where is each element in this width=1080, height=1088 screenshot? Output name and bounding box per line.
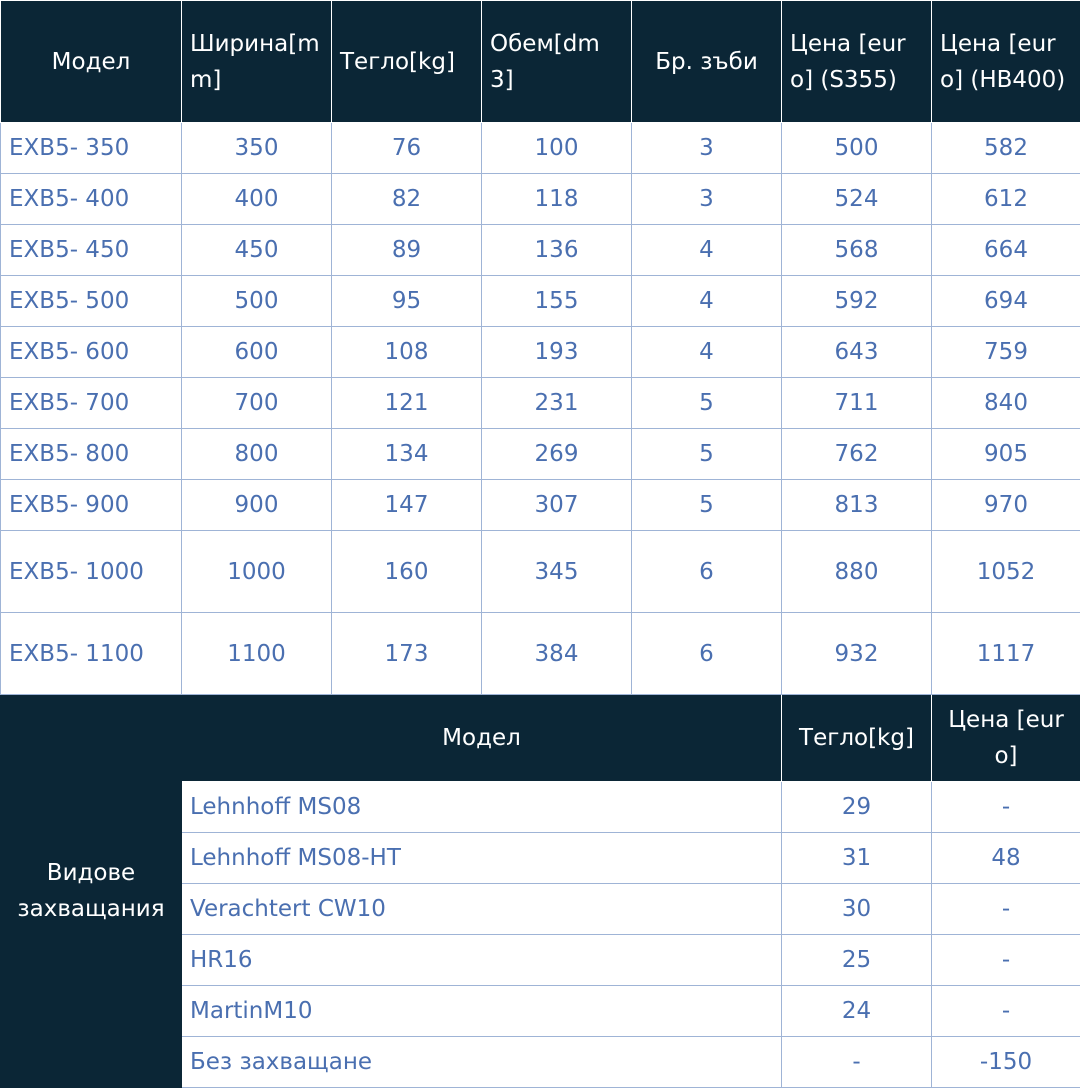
cell-width: 350 (182, 123, 332, 174)
cell-volume: 155 (482, 276, 632, 327)
table-row (1, 613, 1080, 695)
cell-price-s355: 592 (782, 276, 932, 327)
cell-width: 800 (182, 429, 332, 480)
cell-weight: 108 (332, 327, 482, 378)
coupling-weight: 24 (782, 986, 932, 1037)
cell-price-s355: 762 (782, 429, 932, 480)
cell-weight: 173 (332, 613, 482, 695)
cell-volume: 231 (482, 378, 632, 429)
coupling-header-weight: Тегло[kg] (782, 695, 932, 782)
cell-weight: 121 (332, 378, 482, 429)
table-row (1, 225, 1080, 276)
cell-price-hb400: 970 (932, 480, 1080, 531)
cell-weight: 95 (332, 276, 482, 327)
cell-model: EXB5- 900 (1, 480, 182, 531)
cell-model: EXB5- 700 (1, 378, 182, 429)
coupling-header-row (1, 695, 1080, 782)
table-row (1, 378, 1080, 429)
coupling-price: -150 (932, 1037, 1080, 1088)
cell-weight: 147 (332, 480, 482, 531)
table-row (1, 327, 1080, 378)
cell-weight: 160 (332, 531, 482, 613)
cell-price-hb400: 664 (932, 225, 1080, 276)
cell-volume: 345 (482, 531, 632, 613)
cell-price-s355: 813 (782, 480, 932, 531)
coupling-weight: 25 (782, 935, 932, 986)
table-row (1, 174, 1080, 225)
header-teeth: Бр. зъби (632, 1, 782, 123)
cell-width: 400 (182, 174, 332, 225)
cell-model: EXB5- 350 (1, 123, 182, 174)
cell-teeth: 6 (632, 531, 782, 613)
coupling-types-label: Видове захващания (1, 695, 182, 1088)
cell-price-hb400: 840 (932, 378, 1080, 429)
coupling-model: Verachtert CW10 (182, 884, 782, 935)
header-model: Модел (1, 1, 182, 123)
cell-price-hb400: 1117 (932, 613, 1080, 695)
cell-price-s355: 880 (782, 531, 932, 613)
cell-width: 900 (182, 480, 332, 531)
cell-volume: 118 (482, 174, 632, 225)
coupling-model: MartinM10 (182, 986, 782, 1037)
cell-teeth: 4 (632, 225, 782, 276)
coupling-weight: 30 (782, 884, 932, 935)
coupling-header-price: Цена [euro] (932, 695, 1080, 782)
cell-price-s355: 568 (782, 225, 932, 276)
cell-model: EXB5- 1100 (1, 613, 182, 695)
table-row (1, 531, 1080, 613)
cell-teeth: 3 (632, 174, 782, 225)
cell-teeth: 5 (632, 378, 782, 429)
cell-model: EXB5- 400 (1, 174, 182, 225)
cell-volume: 307 (482, 480, 632, 531)
cell-price-s355: 643 (782, 327, 932, 378)
cell-price-hb400: 612 (932, 174, 1080, 225)
cell-price-hb400: 582 (932, 123, 1080, 174)
cell-model: EXB5- 500 (1, 276, 182, 327)
cell-teeth: 3 (632, 123, 782, 174)
cell-model: EXB5- 600 (1, 327, 182, 378)
table-row (1, 123, 1080, 174)
coupling-weight: - (782, 1037, 932, 1088)
header-price-hb400: Цена [euro] (HB400) (932, 1, 1080, 123)
cell-width: 450 (182, 225, 332, 276)
cell-volume: 100 (482, 123, 632, 174)
cell-price-s355: 500 (782, 123, 932, 174)
cell-teeth: 5 (632, 429, 782, 480)
cell-price-s355: 932 (782, 613, 932, 695)
coupling-price: - (932, 986, 1080, 1037)
cell-teeth: 4 (632, 327, 782, 378)
coupling-price: - (932, 935, 1080, 986)
cell-price-hb400: 759 (932, 327, 1080, 378)
cell-model: EXB5- 1000 (1, 531, 182, 613)
table-header-row (1, 1, 1080, 123)
table-row (1, 276, 1080, 327)
cell-weight: 134 (332, 429, 482, 480)
cell-weight: 82 (332, 174, 482, 225)
cell-volume: 193 (482, 327, 632, 378)
cell-width: 500 (182, 276, 332, 327)
cell-price-hb400: 1052 (932, 531, 1080, 613)
cell-width: 1000 (182, 531, 332, 613)
header-width: Ширина[mm] (182, 1, 332, 123)
cell-model: EXB5- 800 (1, 429, 182, 480)
coupling-model: Lehnhoff MS08 (182, 782, 782, 833)
cell-teeth: 5 (632, 480, 782, 531)
header-volume: Обем[dm3] (482, 1, 632, 123)
coupling-model: HR16 (182, 935, 782, 986)
coupling-weight: 29 (782, 782, 932, 833)
coupling-price: 48 (932, 833, 1080, 884)
cell-model: EXB5- 450 (1, 225, 182, 276)
cell-price-s355: 711 (782, 378, 932, 429)
cell-volume: 384 (482, 613, 632, 695)
header-weight: Тегло[kg] (332, 1, 482, 123)
cell-price-s355: 524 (782, 174, 932, 225)
coupling-weight: 31 (782, 833, 932, 884)
table-row (1, 480, 1080, 531)
cell-price-hb400: 694 (932, 276, 1080, 327)
cell-weight: 76 (332, 123, 482, 174)
cell-volume: 269 (482, 429, 632, 480)
coupling-header-model: Модел (182, 695, 782, 782)
cell-teeth: 6 (632, 613, 782, 695)
table-row (1, 429, 1080, 480)
cell-price-hb400: 905 (932, 429, 1080, 480)
coupling-model: Lehnhoff MS08-HT (182, 833, 782, 884)
cell-volume: 136 (482, 225, 632, 276)
cell-teeth: 4 (632, 276, 782, 327)
coupling-model: Без захващане (182, 1037, 782, 1088)
coupling-price: - (932, 884, 1080, 935)
cell-width: 700 (182, 378, 332, 429)
coupling-price: - (932, 782, 1080, 833)
header-price-s355: Цена [euro] (S355) (782, 1, 932, 123)
cell-width: 1100 (182, 613, 332, 695)
cell-width: 600 (182, 327, 332, 378)
cell-weight: 89 (332, 225, 482, 276)
